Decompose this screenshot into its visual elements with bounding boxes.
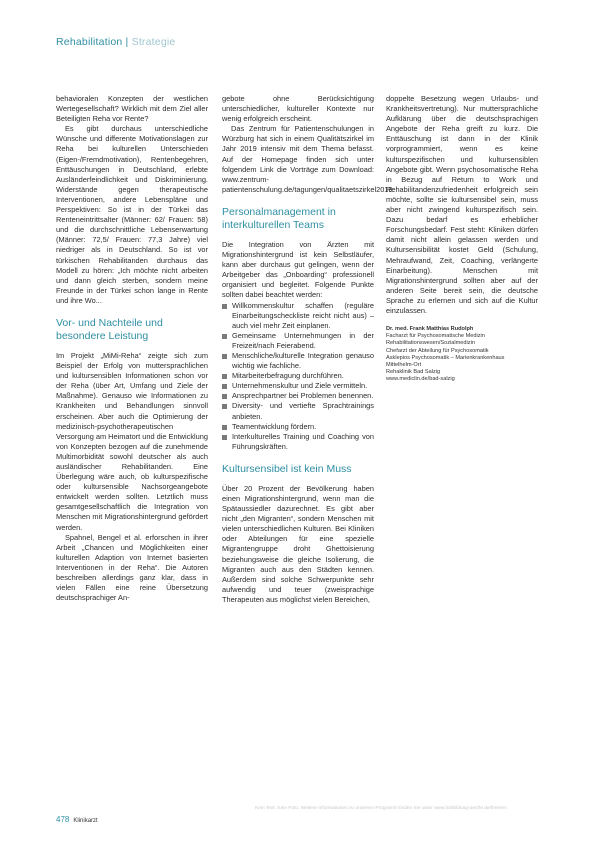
bullet-text: Interkulturelles Training und Coaching von Führungskräften. (232, 431, 374, 451)
bullet-item (222, 351, 374, 371)
bullet-text: Willkommenskultur schaffen (reguläre Einarbeitungscheckliste reicht nicht aus) – auch viel mehr Zeit einplanen. (232, 300, 374, 330)
bullet-item (222, 391, 374, 401)
c1-paragraph-4: Spahnel, Bengel et al. erforschen in ihrer Arbeit „Chancen und Möglichkeiten einer kulturellen Adaption von Internet basierten Interventionen in der Reha“. Die Autoren beschreiben allerdings ganz klar, dass in vielen Fällen eine reine Übersetzung deutschsprachiger An- (56, 532, 208, 603)
c1-paragraph-1: behavioralen Konzepten der westlichen Wertegesellschaft? Wirklich mit dem Ziel aller Beteiligten Reha vor Rente? (56, 94, 208, 124)
header-separator: | (122, 36, 132, 48)
bullet-text: Diversity- und vertiefte Sprachtrainings anbieten. (232, 401, 374, 421)
c2-paragraph-3: Die Integration von Ärzten mit Migrationshintergrund ist kein Selbstläufer, kann aber durchaus gut gelingen, wenn der Arbeitgeber das „Onboarding“ professionell organisiert und begleitet. Folgende Punkte sollten dabei beachtet werden: (222, 239, 374, 300)
page-number (56, 815, 98, 824)
bullet-item (222, 432, 374, 452)
page-number-value: 478 (56, 815, 70, 824)
bullet-item (222, 331, 374, 351)
column-3 (386, 94, 538, 384)
bullet-item (222, 381, 374, 391)
author-info (386, 326, 538, 384)
author-line: Rehabilitationswesen/Sozialmedizin (386, 340, 475, 347)
square-bullet-icon (222, 384, 227, 389)
c2-heading-2: Kultursensibel ist kein Muss (222, 462, 352, 475)
bullet-text: Teamentwicklung fördern. (232, 421, 317, 431)
c1-heading-1: Vor- und Nachteile und besondere Leistung (56, 316, 163, 342)
c2-heading-1: Personalmanagement in interkulturellen Teams (222, 205, 336, 231)
square-bullet-icon (222, 404, 227, 409)
bullet-item (222, 371, 374, 381)
journal-name: Klinikarzt (73, 818, 98, 824)
bullet-text: Ansprechpartner bei Problemen benennen. (232, 391, 374, 401)
bullet-item (222, 422, 374, 432)
square-bullet-icon (222, 334, 227, 339)
author-line: Asklepios Psychosomatik – Marienkrankenhaus (386, 354, 505, 361)
author-name: Dr. med. Frank Matthias Rudolph (386, 326, 474, 333)
author-link[interactable]: www.mediclin.de/bad-salzig (386, 376, 455, 383)
c2-paragraph-2: Das Zentrum für Patientenschulungen in Würzburg hat sich in einem Qualitätszirkel im Jahr 2019 intensiv mit dem Thema befasst. Auf der Homepage finden sich unter folgendem Link die Vorträge zum Download: www.zentrum-patientenschulung.de/tagungen/qualitaetszirkel2019. (222, 124, 395, 194)
running-header (56, 36, 175, 48)
square-bullet-icon (222, 425, 227, 430)
column-1 (56, 94, 208, 603)
bullet-text: Unternehmenskultur und Ziele vermitteln. (232, 381, 368, 391)
author-line: Chefarzt der Abteilung für Psychosomatik (386, 347, 489, 354)
bullet-text: Gemeinsame Unternehmungen in der Freizeit/nach Feierabend. (232, 330, 374, 350)
header-section: Rehabilitation (56, 36, 123, 48)
square-bullet-icon (222, 354, 227, 359)
bullet-text: Mitarbeiterbefragung durchführen. (232, 371, 344, 381)
onboarding-bullet-list (222, 301, 374, 452)
c2-paragraph-4: Über 20 Prozent der Bevölkerung haben einen Migrationshintergrund, wenn man die Spätaussiedler dazurechnet. Es gibt aber nicht „den Migranten“, sondern Menschen mit vielen unterschiedlichen Kulturen. Bei Kliniken oder Abteilungen für eine spezielle Migrantengruppe droht Ghettoisierung beziehungsweise die gleiche Isolierung, die Migranten auch aus den Städten kennen. Außerdem sind solche Schwerpunkte sehr aufwendig und teuer (zweisprachige Therapeuten aus möglichst vielen Bereichen, (222, 483, 374, 604)
footer-note: Kein Text. Kein Foto. Weitere Informationen zu unserem Programm finden Sie unter www.fortbildung-aerzte.de/themen (255, 806, 507, 811)
header-topic: Strategie (131, 36, 176, 48)
bullet-text: Menschliche/kulturelle Integration genauso wichtig wie fachliche. (232, 350, 374, 371)
c3-paragraph-1: doppelte Besetzung wegen Urlaubs- und Krankheitsvertretung). Nur muttersprachliche Aufklärung über die deutschsprachigen Angebote der Reha greift zu kurz. Die Enttäuschung ist dann in der Klinik vorprogrammiert, wenn es keine kulturspezifischen und kultursensiblen Angebote gibt. Wenn psychosomatische Reha in Bezug auf Return to Work und Rehabilitandenzufriedenheit erfolgreich sein möchte, sollte sie kultursensibel sein, muss aber nicht zwingend kulturspezifisch sein. Dazu bedarf es erheblicher Forschungsbedarf. Fest steht: Kliniken dürfen damit nicht allein gelassen werden und Kultursensibilität kostet Geld (Schulung, Mehraufwand, Zeit, Coaching, verlängerte Einarbeitung). Menschen mit Migrationshintergrund sollten aber auf der anderen Seite bereit sein, die deutsche Sprache zu erlernen und sich auf die Kultur einzulassen. (386, 94, 538, 315)
square-bullet-icon (222, 394, 227, 399)
c2-paragraph-1: gebote ohne Berücksichtigung unterschiedlicher, kultureller Kontexte nur wenig erfolgreich erscheint. (222, 94, 374, 124)
bullet-item (222, 301, 374, 331)
bullet-item (222, 401, 374, 421)
column-2 (222, 94, 395, 605)
author-line: Facharzt für Psychosomatische Medizin (386, 333, 485, 340)
c1-paragraph-3: Im Projekt „MiMi-Reha“ zeigte sich zum Beispiel der Erfolg von muttersprachlichen und kultursensiblen Informationen schon vor der Reha (über Art, Umfang und Ziele der Maßnahme). Genauso wie Informationen zu Krankheiten und Behandlungen sinnvoll erscheinen. Aber auch die Optimierung der medizinisch-psychotherapeutischen Versorgung am Heimatort und die Entwicklung von Konzepten bezogen auf die zunehmende Multimorbidität sowohl deutscher als auch ausländischer Rehabilitanden. Eine Überlegung wäre auch, ob kulturspezifische oder kultursensible Nachsorgeangebote entwickelt werden sollten. Letztlich muss gesamtgesellschaftlich die Integration von Menschen mit Migrationshintergrund gefördert werden. (56, 350, 208, 532)
author-line: Mittelhelm-Ort (386, 362, 422, 369)
square-bullet-icon (222, 435, 227, 440)
square-bullet-icon (222, 304, 227, 309)
c1-paragraph-2: Es gibt durchaus unterschiedliche Wünsche und differente Motivationslagen zur Reha bei kulturellen Unterschieden (Eigen-/Fremdmotivation), Rentenbegehren, Enttäuschungen in Deutschland, erlebte Ausländerfeindlichkeit und Diskriminierung. Widerstände gegen therapeutische Interventionen, andere Lebenspläne und Perspektiven: So ist in der Türkei das Renteneintrittsalter (Männer: 62/ Frauen: 58) und die durchschnittliche Lebenserwartung (Männer: 72,5/ Frauen: 77,3 Jahre) viel niedriger als in Deutschland. So ist vor türkischen Rehabilitanden durchaus das Modell zu hören: „Ich möchte nicht arbeiten und dann gleich sterben, sondern meine Freunde in der Türkei schon lange in Rente und ihre Wo... (56, 124, 208, 305)
author-line: Rehaklinik Bad Salzig (386, 369, 441, 376)
square-bullet-icon (222, 374, 227, 379)
